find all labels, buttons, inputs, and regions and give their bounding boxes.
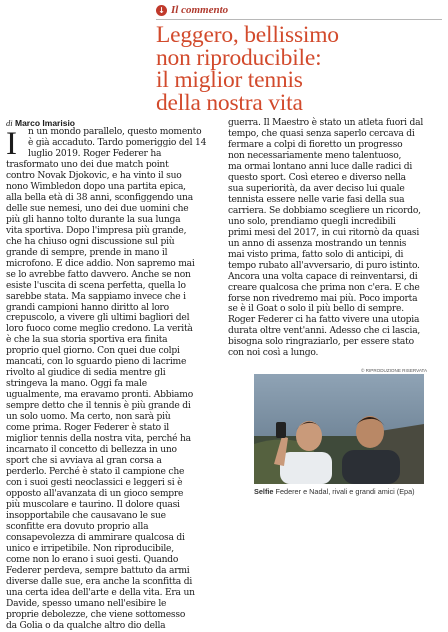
article-line: tempo, che quasi senza saperlo cercava di xyxy=(228,128,415,139)
article-line: con i suoi gesti neoclassici e leggeri si è xyxy=(6,478,183,488)
article-line: ma ormai lontano anni luce dalle radici di xyxy=(228,161,413,172)
headline-line: Leggero, bellissimo xyxy=(156,22,339,48)
article-line: sconfitte era dovuto proprio alla xyxy=(6,521,149,532)
article-line: se è il Goat o solo il più bello di sempre. xyxy=(228,304,404,315)
article-line: n un mondo parallelo, questo momento xyxy=(28,127,202,137)
article-line: perderlo. Perché è stato il campione che xyxy=(6,467,185,478)
article-line: più gli hanno tolto durante la sua lunga xyxy=(6,214,181,225)
article-line: guerra. Il Maestro è stato un atleta fuori dal xyxy=(228,118,424,128)
article-line: miglior tennis della nostra vita, perché ha xyxy=(6,434,191,445)
article-line: sempre detto che il tennis è più grande di xyxy=(6,401,191,412)
photo-illustration xyxy=(254,374,424,484)
article-line: creare qualcosa che prima non c'era. E che xyxy=(228,282,420,293)
article-line: un anno di assenza mostrando un tennis xyxy=(228,238,407,249)
article-line: sarebbe stata. Ma sappiamo invece che i xyxy=(6,291,186,302)
rubric-label: Il commento xyxy=(171,4,229,16)
photo-caption xyxy=(254,487,415,496)
article-line: esiste l'uscita di scena perfetta, quella lo xyxy=(6,280,186,291)
article-line: delle sue nemesi, uno dei due uomini che xyxy=(6,203,189,214)
article-line: opposto all'avanzata di un gioco sempre xyxy=(6,488,184,499)
article-line: un solo uomo. Ma certo, non sarà più xyxy=(6,412,171,423)
article-line: una certa idea dell'arte e della vita. Era un xyxy=(6,587,195,598)
headline-line: non riproducibile: xyxy=(156,44,322,71)
article-line: mancati, con lo sguardo pieno di lacrime xyxy=(6,357,187,368)
article-line: più muscolare e taurino. Il dolore quasi xyxy=(6,499,180,510)
article-line: stringeva la mano. Oggi fa male xyxy=(6,379,147,390)
article-line: loro fuoco come meglio credono. La verità xyxy=(6,324,193,335)
article-line: crepuscolo, a vivere gli ultimi bagliori del xyxy=(6,313,190,324)
article-line: nono Wimbledon dopo una partita epica, xyxy=(6,181,186,192)
article-line: durata oltre vent'anni. Adesso che ci lascia, xyxy=(228,326,421,337)
caption-label: Selfie xyxy=(254,487,274,496)
article-line: tennista essere nelle varie fasi della sua xyxy=(228,194,405,205)
article-column-2 xyxy=(228,118,444,359)
article-line: primi mesi del 2017, in cui ritornò da quasi xyxy=(228,227,420,238)
article-line: proprie debolezze, che viene sottomesso xyxy=(6,609,186,620)
article-line: Federer perdeva, sempre battuto da armi xyxy=(6,565,190,576)
article-line: non necessariamente meno talentuoso, xyxy=(228,150,402,161)
article-line: Davide, spesso umano nell'esibire le xyxy=(6,598,167,609)
author-name: Marco Imarisio xyxy=(15,118,75,128)
article-line: microfono. E dice addio. Non sapremo mai xyxy=(6,258,195,269)
drop-cap: I xyxy=(6,126,17,162)
photo-selfie xyxy=(254,374,424,484)
article-line: bisogna solo ringraziarlo, per essere stato xyxy=(228,337,414,348)
headline-line: della nostra vita xyxy=(156,89,303,116)
article-line: rivolto al giudice di sedia mentre gli xyxy=(6,368,166,379)
article-line: se lo avrebbe fatto davvero. Anche se non xyxy=(6,269,191,280)
article-line: mai visto prima, fatto solo di anticipi, di xyxy=(228,249,404,260)
article-line: è che la sua storia sportiva era finita xyxy=(6,335,168,346)
article-line: luglio 2019. Roger Federer ha xyxy=(28,148,162,159)
article-line: da Golia o da qualche altro dio della xyxy=(6,620,166,631)
article-line: Ancora una volta capace di reinventarsi, di xyxy=(228,271,418,282)
article-line: uno solo, prendiamo quegli incredibili xyxy=(228,216,396,227)
byline-prefix: di xyxy=(6,118,13,128)
article-column-1 xyxy=(6,127,222,632)
article-line: grande di sempre, prende in mano il xyxy=(6,247,168,258)
article-line: incarnato il concetto di bellezza in uno xyxy=(6,445,177,456)
article-line: Roger Federer ci ha fatto vivere una utopia xyxy=(228,315,420,326)
article-line: diverse dalle sue, era anche la sconfitta di xyxy=(6,576,193,587)
article-line: tempo rubato all'avversario, di puro istinto. xyxy=(228,260,420,271)
headline-line: il miglior tennis xyxy=(156,67,303,93)
article-line: contro Novak Djokovic, e ha vinto il suo xyxy=(6,170,182,181)
article-line: proprio quel giorno. Con quei due colpi xyxy=(6,346,180,357)
article-line: consapevolezza di ammirare qualcosa di xyxy=(6,532,185,543)
rubric xyxy=(156,2,228,18)
article-line: ugualmente, ma eravamo pronti. Abbiamo xyxy=(6,390,193,401)
article-line: unico e irripetibile. Non riproducibile, xyxy=(6,543,174,554)
article-line: che ha chiuso ogni discussione sul più xyxy=(6,236,175,247)
article-line: questo sport. Così etereo e diverso nella xyxy=(228,172,406,183)
headline xyxy=(156,24,436,114)
article-line: fermare a colpi di fioretto un progresso xyxy=(228,139,403,150)
rubric-divider xyxy=(156,19,442,20)
article-line: sua superiorità, da aver deciso lui quale xyxy=(228,183,405,194)
article-line: trasformato uno dei due match point xyxy=(6,159,169,170)
article-line: con noi così a lungo. xyxy=(228,348,319,359)
photo-credit: © RIPRODUZIONE RISERVATA xyxy=(361,368,428,373)
article-line: come non lo erano i suoi gesti. Quando xyxy=(6,554,179,565)
article-line: forse non rivedremo mai più. Poco importa xyxy=(228,293,418,304)
article-line: vita sportiva. Dopo l'impresa più grande, xyxy=(6,225,187,236)
down-arrow-icon: ↓ xyxy=(156,5,167,16)
article-line: come prima. Roger Federer è stato il xyxy=(6,423,170,434)
article-line: sport che si avviava al gran corsa a xyxy=(6,456,162,467)
article-line: è già accaduto. Tardo pomeriggio del 14 xyxy=(28,137,207,148)
article-line: grandi campioni hanno diritto al loro xyxy=(6,302,169,313)
article-line: insopportabile che causavano le sue xyxy=(6,510,166,521)
article-line: carriera. Se dobbiamo scegliere un ricordo, xyxy=(228,205,421,216)
article-line: alla bella età di 38 anni, sconfiggendo una xyxy=(6,192,193,203)
caption-text: Federer e Nadal, rivali e grandi amici (Epa) xyxy=(275,487,415,496)
